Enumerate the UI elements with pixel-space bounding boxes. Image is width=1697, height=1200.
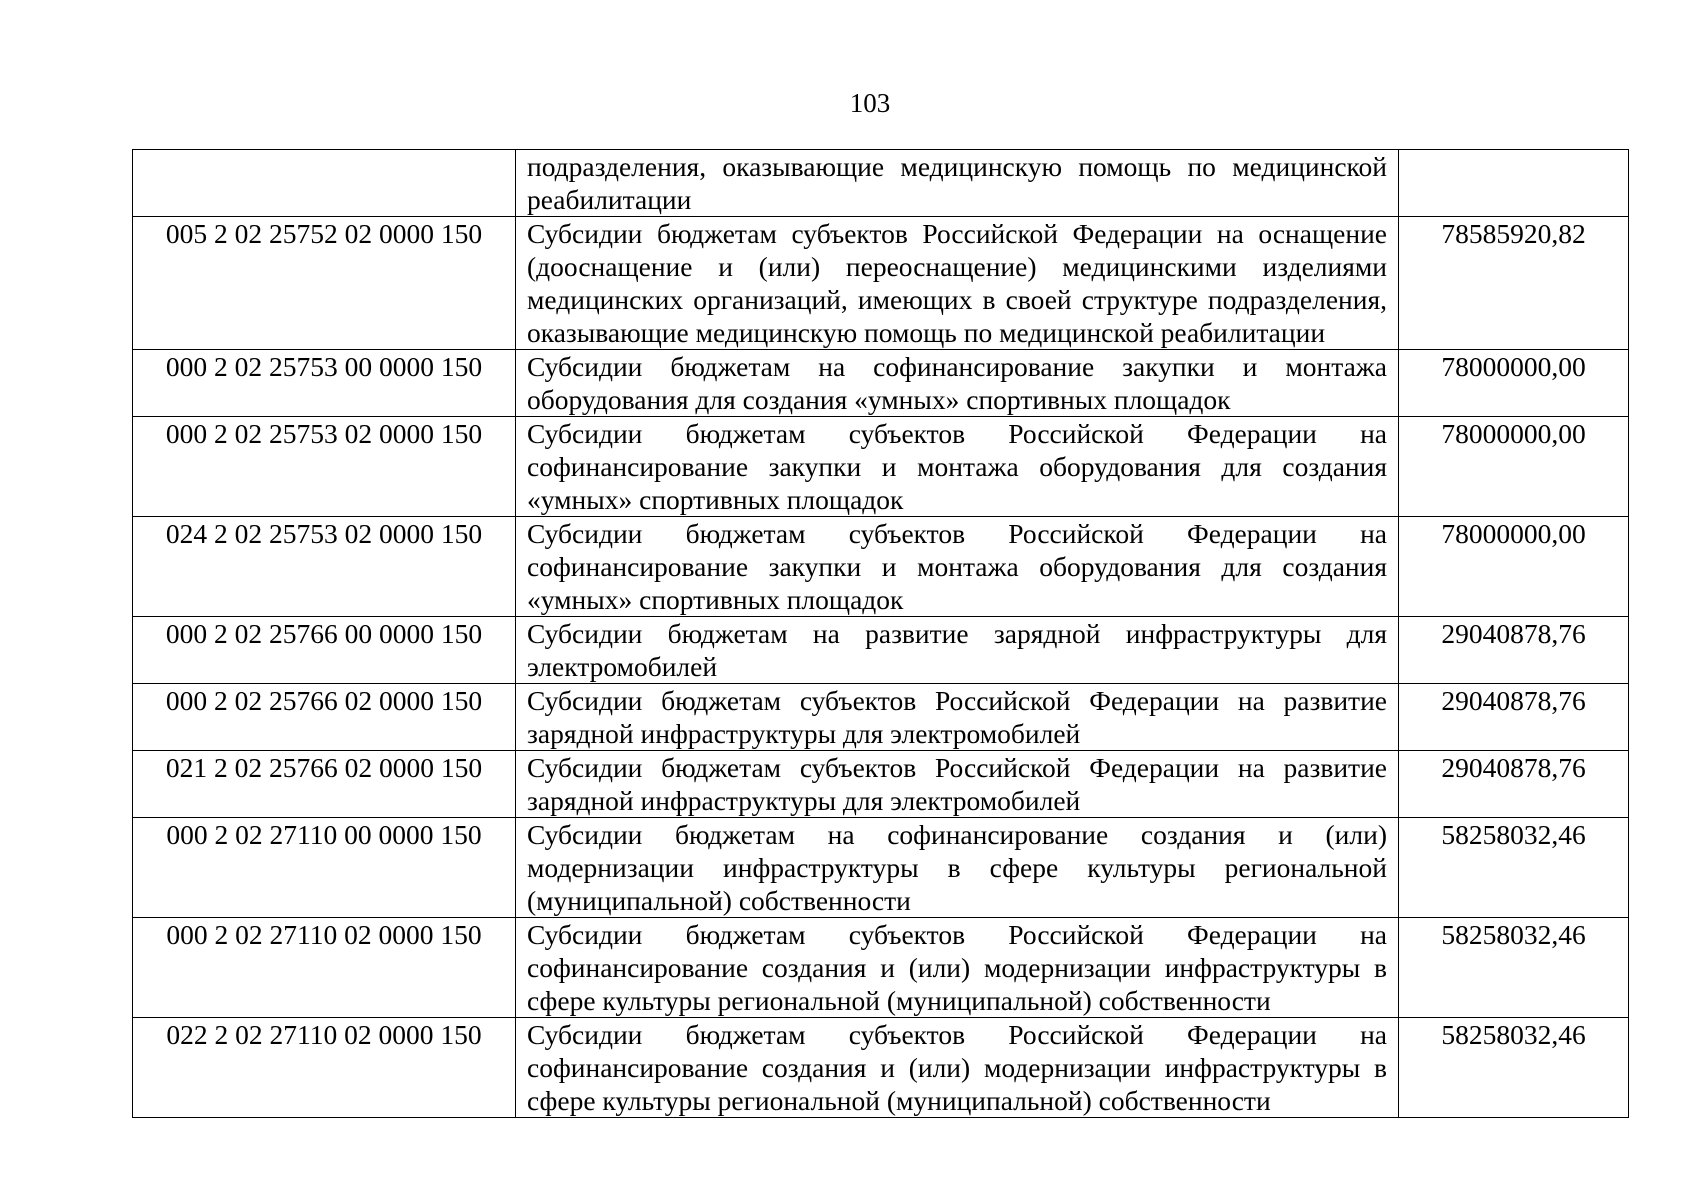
amount-cell: 78000000,00: [1399, 350, 1629, 417]
amount-cell: 29040878,76: [1399, 684, 1629, 751]
budget-code-cell: 000 2 02 25753 02 0000 150: [133, 417, 516, 517]
revenue-name-cell: Субсидии бюджетам субъектов Российской Федерации на оснащение (дооснащение и (или) переоснащение) медицинскими изделиями медицинских организаций, имеющих в своей структуре подразделения, оказывающие медицинскую помощь по медицинской реабилитации: [516, 217, 1399, 350]
table-row: [133, 751, 1629, 818]
budget-code-cell: 000 2 02 25766 00 0000 150: [133, 617, 516, 684]
budget-revenue-table: [132, 149, 1629, 1118]
revenue-name-cell: Субсидии бюджетам на софинансирование закупки и монтажа оборудования для создания «умных» спортивных площадок: [516, 350, 1399, 417]
table-row: [133, 350, 1629, 417]
table-row: [133, 684, 1629, 751]
revenue-name-cell: Субсидии бюджетам субъектов Российской Федерации на софинансирование создания и (или) модернизации инфраструктуры в сфере культуры региональной (муниципальной) собственности: [516, 918, 1399, 1018]
revenue-name-cell: Субсидии бюджетам субъектов Российской Федерации на развитие зарядной инфраструктуры для электромобилей: [516, 751, 1399, 818]
revenue-name-cell: Субсидии бюджетам субъектов Российской Федерации на софинансирование создания и (или) модернизации инфраструктуры в сфере культуры региональной (муниципальной) собственности: [516, 1018, 1399, 1118]
table-row: [133, 918, 1629, 1018]
table-row: [133, 517, 1629, 617]
budget-code-cell: 000 2 02 27110 00 0000 150: [133, 818, 516, 918]
revenue-name-cell: Субсидии бюджетам на развитие зарядной инфраструктуры для электромобилей: [516, 617, 1399, 684]
amount-cell: 78000000,00: [1399, 417, 1629, 517]
revenue-name-cell: Субсидии бюджетам субъектов Российской Федерации на развитие зарядной инфраструктуры для электромобилей: [516, 684, 1399, 751]
amount-cell: 29040878,76: [1399, 617, 1629, 684]
revenue-name-cell: Субсидии бюджетам субъектов Российской Федерации на софинансирование закупки и монтажа оборудования для создания «умных» спортивных площадок: [516, 517, 1399, 617]
budget-code-cell: 000 2 02 25753 00 0000 150: [133, 350, 516, 417]
budget-code-cell: 024 2 02 25753 02 0000 150: [133, 517, 516, 617]
table-row: [133, 150, 1629, 217]
budget-code-cell: 005 2 02 25752 02 0000 150: [133, 217, 516, 350]
amount-cell: 58258032,46: [1399, 818, 1629, 918]
budget-code-cell: 000 2 02 27110 02 0000 150: [133, 918, 516, 1018]
amount-cell: 78000000,00: [1399, 517, 1629, 617]
budget-code-cell: 022 2 02 27110 02 0000 150: [133, 1018, 516, 1118]
table-row: [133, 617, 1629, 684]
amount-cell: 78585920,82: [1399, 217, 1629, 350]
table-row: [133, 217, 1629, 350]
revenue-name-cell: подразделения, оказывающие медицинскую помощь по медицинской реабилитации: [516, 150, 1399, 217]
budget-code-cell: 021 2 02 25766 02 0000 150: [133, 751, 516, 818]
budget-code-cell: 000 2 02 25766 02 0000 150: [133, 684, 516, 751]
amount-cell: 29040878,76: [1399, 751, 1629, 818]
amount-cell: [1399, 150, 1629, 217]
table-row: [133, 818, 1629, 918]
table-row: [133, 1018, 1629, 1118]
revenue-name-cell: Субсидии бюджетам на софинансирование создания и (или) модернизации инфраструктуры в сфере культуры региональной (муниципальной) собственности: [516, 818, 1399, 918]
table-row: [133, 417, 1629, 517]
revenue-name-cell: Субсидии бюджетам субъектов Российской Федерации на софинансирование закупки и монтажа оборудования для создания «умных» спортивных площадок: [516, 417, 1399, 517]
amount-cell: 58258032,46: [1399, 1018, 1629, 1118]
page-number: 103: [849, 88, 891, 118]
budget-code-cell: [133, 150, 516, 217]
amount-cell: 58258032,46: [1399, 918, 1629, 1018]
